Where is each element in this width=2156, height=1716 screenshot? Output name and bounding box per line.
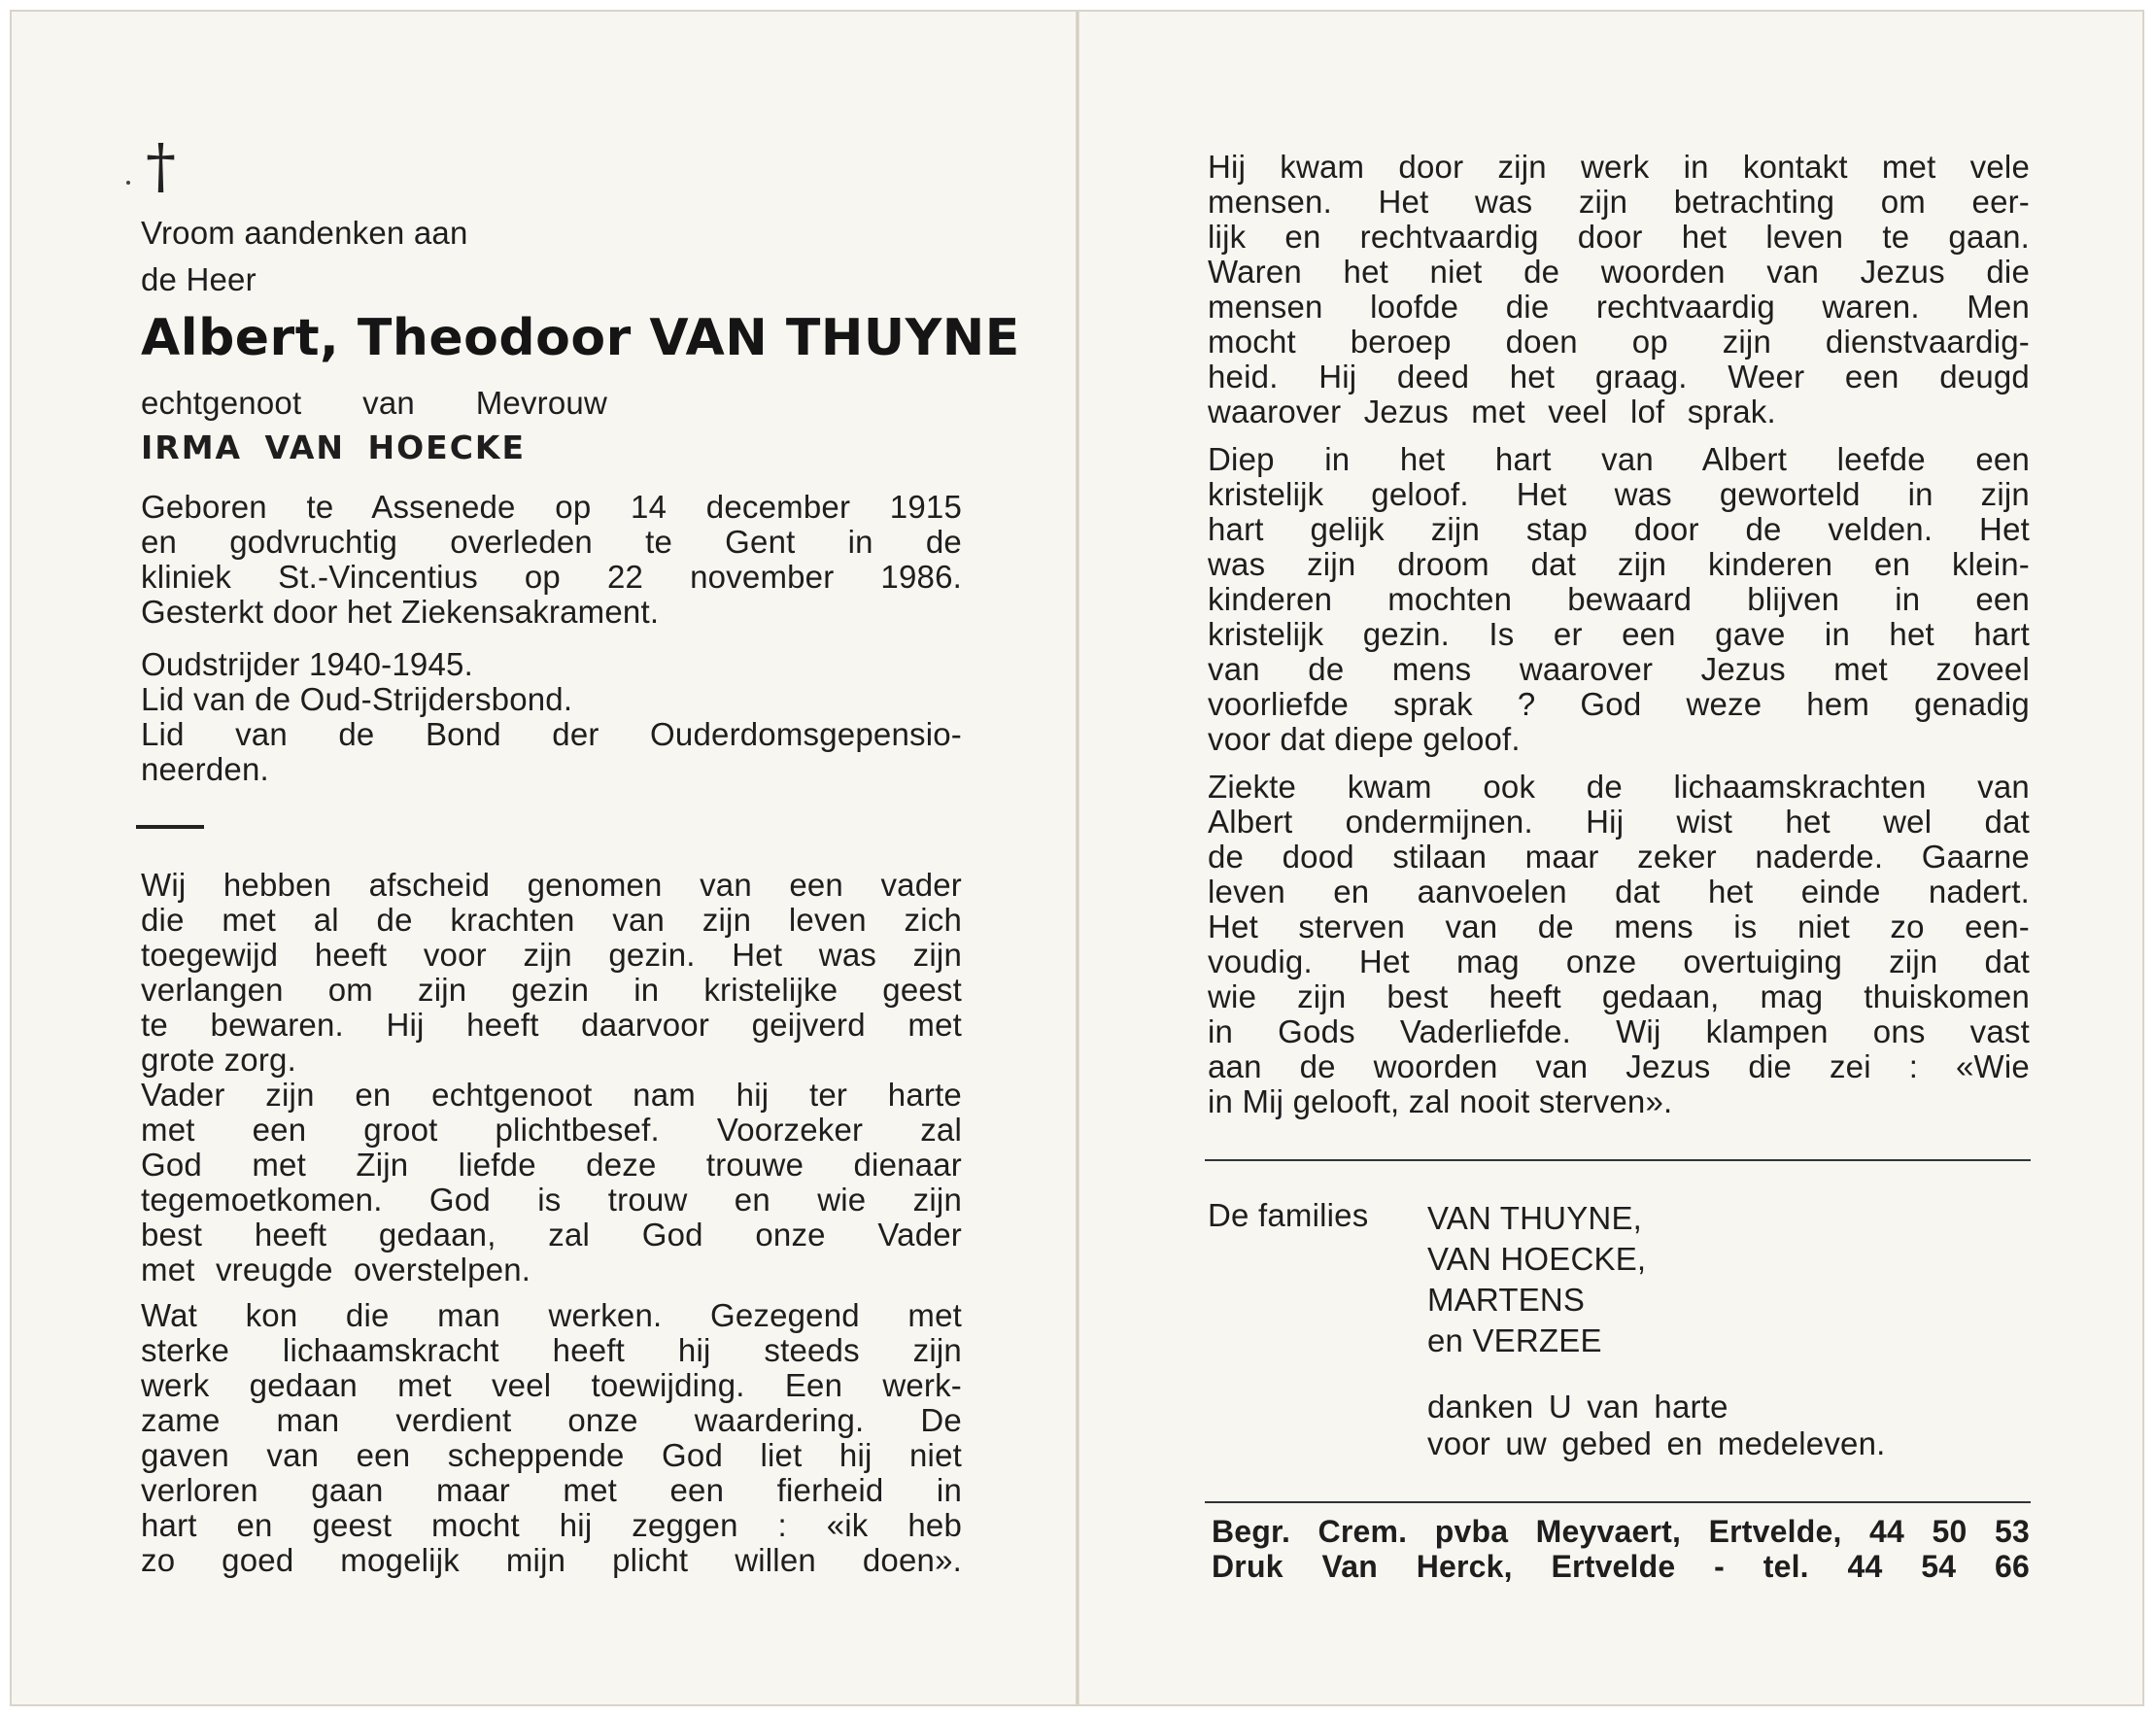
- section-divider: [136, 825, 204, 829]
- text-line: grote zorg.: [141, 1042, 296, 1078]
- family-name: VAN THUYNE,: [1427, 1200, 1643, 1236]
- text-line: Wij hebben afscheid genomen van een vader: [141, 867, 962, 903]
- text-line: zo goed mogelijk mijn plicht willen doen».: [141, 1542, 962, 1578]
- text-line: mocht beroep doen op zijn dienstvaardig-: [1208, 324, 2030, 360]
- text-line: mensen. Het was zijn betrachting om eer-: [1208, 184, 2030, 220]
- text-line: voor uw gebed en medeleven.: [1427, 1425, 1886, 1461]
- text-line: voorliefde sprak ? God weze hem genadig: [1208, 686, 2030, 722]
- right-paragraph-1: [1208, 150, 2030, 429]
- text-line: Albert ondermijnen. Hij wist het wel dat: [1208, 804, 2030, 840]
- spouse-intro: echtgenoot van Mevrouw: [141, 385, 607, 421]
- text-line: in Mij gelooft, zal nooit sterven».: [1208, 1083, 1673, 1119]
- text-line: Vader zijn en echtgenoot nam hij ter harte: [141, 1077, 962, 1113]
- text-line: mensen loofde die rechtvaardig waren. Men: [1208, 289, 2030, 325]
- card-fold: [1076, 12, 1079, 1704]
- text-line: de dood stilaan maar zeker naderde. Gaarne: [1208, 839, 2030, 875]
- text-line: toegewijd heeft voor zijn gezin. Het was zijn: [141, 937, 962, 973]
- text-line: voudig. Het mag onze overtuiging zijn dat: [1208, 944, 2030, 979]
- ink-dot: [126, 181, 130, 185]
- families-label: De families: [1208, 1197, 1369, 1233]
- text-line: was zijn droom dat zijn kinderen en klein-: [1208, 546, 2030, 582]
- text-line: leven en aanvoelen dat het einde nadert.: [1208, 874, 2030, 909]
- text-line: Lid van de Oud-Strijdersbond.: [141, 681, 573, 717]
- text-line: verlangen om zijn gezin in kristelijke geest: [141, 972, 962, 1008]
- text-line: te bewaren. Hij heeft daarvoor geijverd met: [141, 1007, 962, 1043]
- left-paragraph-2: [141, 1298, 962, 1578]
- text-line: kristelijk geloof. Het was geworteld in zijn: [1208, 476, 2030, 512]
- text-line: Oudstrijder 1940-1945.: [141, 646, 473, 682]
- text-line: Het sterven van de mens is niet zo een-: [1208, 909, 2030, 944]
- intro-line-1: Vroom aandenken aan: [141, 215, 468, 251]
- families-list: [1427, 1198, 1646, 1361]
- text-line: best heeft gedaan, zal God onze Vader: [141, 1217, 962, 1253]
- membership-details: [141, 647, 962, 787]
- left-paragraph-1: [141, 868, 962, 1287]
- birth-details: [141, 490, 962, 630]
- text-line: in Gods Vaderliefde. Wij klampen ons vast: [1208, 1013, 2030, 1049]
- text-line: sterke lichaamskracht heeft hij steeds zijn: [141, 1332, 962, 1368]
- families-rule-top: [1205, 1159, 2031, 1161]
- text-line: neerden.: [141, 751, 269, 787]
- text-line: en godvruchtig overleden te Gent in de: [141, 524, 962, 560]
- text-line: verloren gaan maar met een fierheid in: [141, 1472, 962, 1508]
- text-line: Diep in het hart van Albert leefde een: [1208, 441, 2030, 477]
- text-line: hart gelijk zijn stap door de velden. Het: [1208, 511, 2030, 547]
- text-line: waarover Jezus met veel lof sprak.: [1208, 394, 1776, 429]
- printer-info: [1212, 1514, 2030, 1584]
- text-line: Druk Van Herck, Ertvelde - tel. 44 54 66: [1212, 1549, 2030, 1584]
- text-line: Wat kon die man werken. Gezegend met: [141, 1297, 962, 1333]
- text-line: gaven van een scheppende God liet hij niet: [141, 1437, 962, 1473]
- text-line: wie zijn best heeft gedaan, mag thuiskomen: [1208, 978, 2030, 1014]
- text-line: Begr. Crem. pvba Meyvaert, Ertvelde, 44 50 53: [1212, 1514, 2030, 1549]
- text-line: met vreugde overstelpen.: [141, 1252, 531, 1287]
- text-line: zame man verdient onze waardering. De: [141, 1402, 962, 1438]
- text-line: Waren het niet de woorden van Jezus die: [1208, 254, 2030, 290]
- right-paragraph-2: [1208, 442, 2030, 757]
- family-name: en VERZEE: [1427, 1322, 1602, 1358]
- text-line: werk gedaan met veel toewijding. Een werk-: [141, 1367, 962, 1403]
- text-line: aan de woorden van Jezus die zei : «Wie: [1208, 1048, 2030, 1084]
- text-line: tegemoetkomen. God is trouw en wie zijn: [141, 1182, 962, 1218]
- text-line: Geboren te Assenede op 14 december 1915: [141, 489, 962, 525]
- text-line: Hij kwam door zijn werk in kontakt met vele: [1208, 149, 2030, 185]
- text-line: die met al de krachten van zijn leven zich: [141, 902, 962, 938]
- text-line: lijk en rechtvaardig door het leven te gaan.: [1208, 219, 2030, 255]
- text-line: God met Zijn liefde deze trouwe dienaar: [141, 1147, 962, 1183]
- text-line: heid. Hij deed het graag. Weer een deugd: [1208, 359, 2030, 395]
- intro-line-2: de Heer: [141, 261, 257, 297]
- text-line: danken U van harte: [1427, 1389, 1728, 1424]
- text-line: voor dat diepe geloof.: [1208, 721, 1521, 757]
- right-paragraph-3: [1208, 770, 2030, 1119]
- text-line: van de mens waarover Jezus met zoveel: [1208, 651, 2030, 687]
- family-name: MARTENS: [1427, 1282, 1586, 1318]
- printer-rule: [1205, 1501, 2031, 1503]
- text-line: met een groot plichtbesef. Voorzeker zal: [141, 1112, 962, 1148]
- text-line: Ziekte kwam ook de lichaamskrachten van: [1208, 769, 2030, 805]
- text-line: kristelijk gezin. Is er een gave in het hart: [1208, 616, 2030, 652]
- spouse-name: IRMA VAN HOECKE: [141, 429, 527, 466]
- text-line: Gesterkt door het Ziekensakrament.: [141, 594, 660, 630]
- deceased-name: Albert, Theodoor VAN THUYNE: [141, 309, 1020, 367]
- text-line: hart en geest mocht hij zeggen : «ik heb: [141, 1507, 962, 1543]
- cross-icon: †: [146, 130, 176, 201]
- text-line: kinderen mochten bewaard blijven in een: [1208, 581, 2030, 617]
- family-name: VAN HOECKE,: [1427, 1241, 1647, 1277]
- text-line: kliniek St.-Vincentius op 22 november 1986.: [141, 559, 962, 595]
- text-line: Lid van de Bond der Ouderdomsgepensio-: [141, 716, 962, 752]
- thanks-text: [1427, 1390, 1886, 1463]
